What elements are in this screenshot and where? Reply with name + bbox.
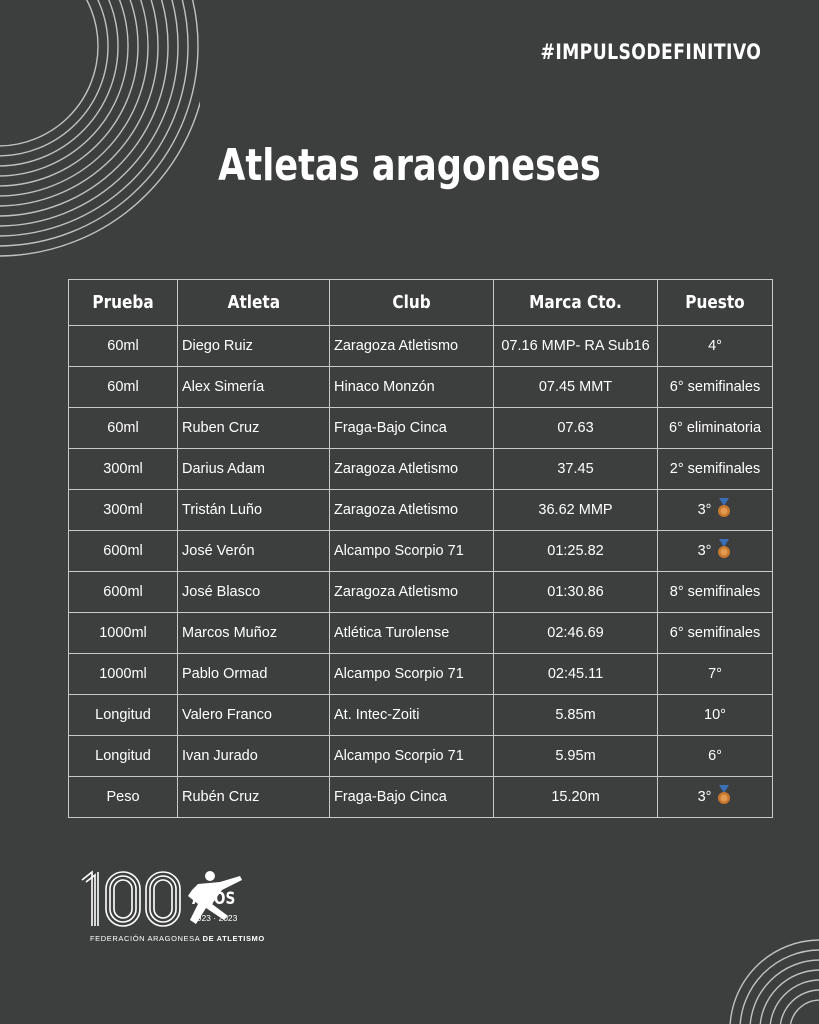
cell-marca — [494, 736, 658, 777]
cell-prueba-text: 300ml — [103, 502, 143, 518]
cell-marca — [494, 531, 658, 572]
cell-puesto — [658, 572, 773, 613]
cell-prueba — [69, 531, 178, 572]
table-row — [69, 367, 773, 408]
logo-years: 1923 · 2023 — [192, 913, 238, 923]
cell-marca-text: 01:25.82 — [547, 543, 604, 559]
cell-atleta-text: Pablo Ormad — [182, 666, 268, 682]
hashtag: #IMPULSODEFINITIVO — [540, 40, 761, 64]
cell-puesto — [658, 326, 773, 367]
cell-atleta-text: Alex Simería — [182, 379, 265, 395]
cell-puesto — [658, 449, 773, 490]
logo-org-suffix: DE ATLETISMO — [202, 934, 265, 943]
cell-marca-text: 02:45.11 — [547, 666, 604, 682]
table-row — [69, 531, 773, 572]
header-puesto: Puesto — [658, 280, 773, 326]
cell-atleta-text: Diego Ruiz — [182, 338, 253, 354]
table-row — [69, 736, 773, 777]
cell-atleta-text: Ruben Cruz — [182, 420, 260, 436]
cell-marca — [494, 449, 658, 490]
cell-marca-text: 07.16 MMP- RA Sub16 — [501, 338, 650, 354]
cell-club — [330, 531, 494, 572]
cell-club-text: Alcampo Scorpio 71 — [334, 666, 464, 682]
cell-atleta — [178, 613, 330, 654]
cell-puesto-text: 6° semifinales — [669, 625, 761, 641]
table-row — [69, 449, 773, 490]
logo-anos: AÑOS — [192, 889, 236, 909]
logo-organization — [90, 934, 265, 943]
table-row — [69, 695, 773, 736]
decorative-arcs-bottom-right — [700, 930, 819, 1024]
cell-prueba — [69, 449, 178, 490]
cell-prueba — [69, 408, 178, 449]
cell-marca — [494, 572, 658, 613]
cell-atleta-text: Marcos Muñoz — [182, 625, 278, 641]
table-row — [69, 777, 773, 818]
cell-marca-text: 37.45 — [557, 461, 594, 477]
table-row — [69, 572, 773, 613]
cell-atleta-text: José Blasco — [182, 584, 261, 600]
logo-org-prefix: FEDERACIÓN ARAGONESA — [90, 934, 200, 943]
cell-prueba-text: 60ml — [107, 420, 139, 436]
cell-marca — [494, 367, 658, 408]
cell-prueba — [69, 572, 178, 613]
cell-club — [330, 613, 494, 654]
cell-puesto-text: 3° — [697, 502, 712, 518]
cell-marca — [494, 408, 658, 449]
cell-prueba-text: 60ml — [107, 379, 139, 395]
cell-puesto-text: 6° — [708, 748, 722, 764]
cell-club-text: Atlética Turolense — [334, 625, 450, 641]
cell-atleta-text: José Verón — [182, 543, 255, 559]
cell-atleta-text: Darius Adam — [182, 461, 266, 477]
cell-prueba — [69, 654, 178, 695]
cell-atleta-text: Valero Franco — [182, 707, 272, 723]
cell-club-text: Zaragoza Atletismo — [334, 461, 459, 477]
cell-puesto — [658, 408, 773, 449]
cell-marca — [494, 326, 658, 367]
cell-marca-text: 36.62 MMP — [538, 502, 613, 518]
cell-club — [330, 736, 494, 777]
cell-marca-text: 5.85m — [555, 707, 596, 723]
cell-marca — [494, 777, 658, 818]
cell-puesto — [658, 490, 773, 531]
cell-prueba-text: Longitud — [95, 707, 151, 723]
cell-atleta — [178, 736, 330, 777]
cell-club-text: Alcampo Scorpio 71 — [334, 748, 464, 764]
cell-marca-text: 02:46.69 — [547, 625, 604, 641]
cell-club — [330, 367, 494, 408]
cell-atleta — [178, 695, 330, 736]
cell-prueba-text: 300ml — [103, 461, 143, 477]
cell-atleta — [178, 408, 330, 449]
cell-prueba — [69, 326, 178, 367]
cell-prueba-text: 1000ml — [99, 625, 147, 641]
cell-puesto — [658, 736, 773, 777]
cell-club-text: Alcampo Scorpio 71 — [334, 543, 464, 559]
cell-puesto — [658, 777, 773, 818]
cell-marca — [494, 695, 658, 736]
cell-club-text: Fraga-Bajo Cinca — [334, 789, 447, 805]
cell-prueba-text: 1000ml — [99, 666, 147, 682]
cell-puesto — [658, 654, 773, 695]
header-marca: Marca Cto. — [494, 280, 658, 326]
cell-puesto-text: 8° semifinales — [669, 584, 761, 600]
cell-puesto-text: 3° — [697, 789, 712, 805]
cell-club — [330, 572, 494, 613]
cell-club — [330, 449, 494, 490]
cell-atleta — [178, 326, 330, 367]
results-table — [68, 279, 773, 818]
cell-puesto — [658, 531, 773, 572]
table-row — [69, 613, 773, 654]
cell-atleta — [178, 531, 330, 572]
cell-marca-text: 07.63 — [557, 420, 594, 436]
cell-atleta-text: Ivan Jurado — [182, 748, 258, 764]
cell-puesto — [658, 613, 773, 654]
cell-club — [330, 654, 494, 695]
cell-atleta — [178, 449, 330, 490]
cell-club-text: At. Intec-Zoiti — [334, 707, 420, 723]
cell-marca — [494, 613, 658, 654]
header-club: Club — [330, 280, 494, 326]
cell-puesto — [658, 367, 773, 408]
cell-prueba-text: 600ml — [103, 543, 143, 559]
cell-prueba-text: 600ml — [103, 584, 143, 600]
cell-puesto-text: 2° semifinales — [669, 461, 761, 477]
bronze-medal-icon — [716, 498, 732, 522]
page-title: Atletas aragoneses — [218, 140, 601, 191]
cell-club-text: Zaragoza Atletismo — [334, 584, 459, 600]
cell-club — [330, 777, 494, 818]
table-row — [69, 408, 773, 449]
cell-puesto-text: 3° — [697, 543, 712, 559]
cell-prueba — [69, 613, 178, 654]
bronze-medal-icon — [716, 785, 732, 809]
cell-prueba — [69, 777, 178, 818]
cell-atleta — [178, 367, 330, 408]
cell-prueba-text: Peso — [106, 789, 140, 805]
cell-club — [330, 695, 494, 736]
table-row — [69, 326, 773, 367]
header-atleta: Atleta — [178, 280, 330, 326]
cell-atleta — [178, 490, 330, 531]
cell-marca-text: 07.45 MMT — [538, 379, 613, 395]
cell-atleta-text: Rubén Cruz — [182, 789, 260, 805]
cell-prueba — [69, 490, 178, 531]
cell-prueba-text: Longitud — [95, 748, 151, 764]
decorative-arcs-top-left — [0, 0, 200, 260]
table-row — [69, 654, 773, 695]
cell-club-text: Fraga-Bajo Cinca — [334, 420, 447, 436]
cell-atleta — [178, 572, 330, 613]
cell-puesto-text: 6° eliminatoria — [668, 420, 762, 436]
cell-prueba — [69, 695, 178, 736]
cell-marca-text: 15.20m — [551, 789, 600, 805]
bronze-medal-icon — [716, 539, 732, 563]
cell-marca — [494, 654, 658, 695]
cell-puesto-text: 4° — [708, 338, 722, 354]
cell-atleta — [178, 777, 330, 818]
cell-marca-text: 5.95m — [555, 748, 596, 764]
cell-club-text: Zaragoza Atletismo — [334, 338, 459, 354]
header-prueba: Prueba — [69, 280, 178, 326]
cell-club-text: Zaragoza Atletismo — [334, 502, 459, 518]
cell-puesto-text: 7° — [708, 666, 722, 682]
cell-prueba — [69, 736, 178, 777]
cell-atleta-text: Tristán Luño — [182, 502, 263, 518]
cell-marca-text: 01:30.86 — [547, 584, 604, 600]
table-header-row — [69, 280, 773, 326]
cell-puesto-text: 6° semifinales — [669, 379, 761, 395]
cell-prueba-text: 60ml — [107, 338, 139, 354]
cell-club — [330, 326, 494, 367]
cell-puesto — [658, 695, 773, 736]
cell-club — [330, 490, 494, 531]
cell-atleta — [178, 654, 330, 695]
table-row — [69, 490, 773, 531]
cell-club-text: Hinaco Monzón — [334, 379, 435, 395]
cell-club — [330, 408, 494, 449]
cell-marca — [494, 490, 658, 531]
cell-puesto-text: 10° — [704, 707, 726, 723]
cell-prueba — [69, 367, 178, 408]
